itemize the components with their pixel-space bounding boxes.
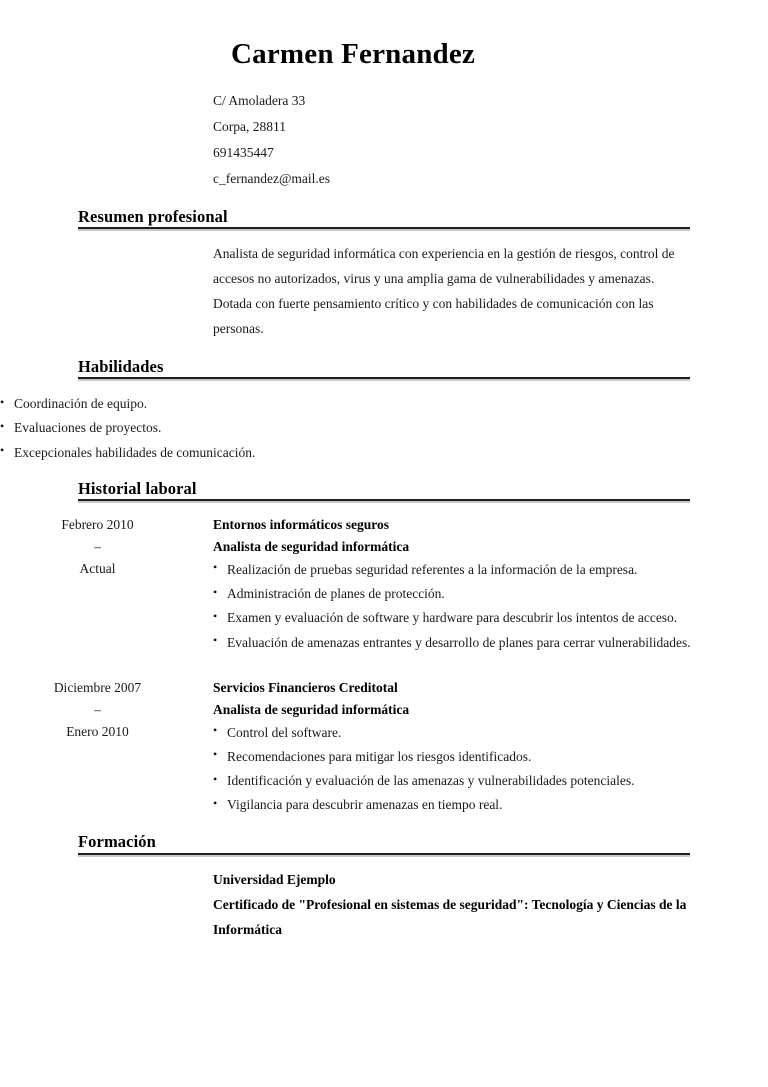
degree-name: Certificado de "Profesional en sistemas de seguridad": Tecnología y Ciencias de la Informática: [213, 896, 687, 937]
date-end: Enero 2010: [66, 723, 129, 739]
section-title-skills: Habilidades: [78, 356, 164, 376]
list-item: • Coordinación de equipo.: [0, 392, 768, 415]
skills-list: [0, 392, 768, 464]
section-rule: [78, 853, 690, 855]
list-item: • Realización de pruebas seguridad referentes a la información de la empresa.: [213, 558, 696, 581]
contact-city: Corpa, 28811: [213, 119, 286, 135]
list-item: • Evaluaciones de proyectos.: [0, 416, 768, 439]
list-item: • Evaluación de amenazas entrantes y desarrollo de planes para cerrar vulnerabilidades.: [213, 631, 696, 654]
date-separator: –: [94, 539, 101, 555]
employer-name: Servicios Financieros Creditotal: [213, 679, 398, 695]
list-item: • Identificación y evaluación de las amenazas y vulnerabilidades potenciales.: [213, 769, 696, 792]
employer-name: Entornos informáticos seguros: [213, 517, 390, 533]
section-summary-head: [0, 207, 768, 229]
section-title-summary: Resumen profesional: [78, 206, 228, 226]
job-title: Analista de seguridad informática: [213, 539, 410, 555]
section-experience-head: [0, 479, 768, 501]
section-rule: [78, 377, 690, 379]
section-summary: [0, 207, 768, 342]
experience-entry: [0, 514, 768, 655]
section-experience: [0, 479, 768, 818]
section-title-experience: Historial laboral: [78, 478, 197, 498]
responsibility-list: [213, 558, 696, 654]
list-item: • Excepcionales habilidades de comunicación.: [0, 441, 768, 464]
responsibility-list: [213, 721, 696, 817]
resume-header: [0, 0, 768, 192]
contact-address: C/ Amoladera 33: [213, 93, 306, 109]
contact-email: c_fernandez@mail.es: [213, 170, 330, 186]
education-entry: [0, 868, 768, 942]
experience-details: [205, 677, 768, 818]
section-skills-head: [0, 357, 768, 379]
date-start: Febrero 2010: [61, 517, 134, 533]
institution-name: Universidad Ejemplo: [213, 871, 336, 887]
contact-phone: 691435447: [213, 145, 274, 161]
section-education-head: [0, 832, 768, 854]
section-experience-body: [0, 514, 768, 817]
list-item: • Administración de planes de protección.: [213, 582, 696, 605]
summary-text: Analista de seguridad informática con experiencia en la gestión de riesgos, control de accesos no autorizados, virus y una amplia gama de vulnerabilidades y amenazas. Dotada con fuerte pensamiento crítico y con habilidades de comunicación con las personas.: [213, 246, 675, 336]
job-title: Analista de seguridad informática: [213, 701, 410, 717]
experience-details: [205, 514, 768, 655]
list-item: • Vigilancia para descubrir amenazas en tiempo real.: [213, 793, 696, 816]
section-rule: [78, 227, 690, 229]
section-skills: [0, 357, 768, 464]
section-skills-body: [0, 392, 768, 464]
date-separator: –: [94, 701, 101, 717]
date-end: Actual: [79, 560, 116, 576]
experience-entry: [0, 677, 768, 818]
experience-dates: [0, 514, 205, 580]
candidate-name: Carmen Fernandez: [230, 38, 475, 70]
list-item: • Recomendaciones para mitigar los riesgos identificados.: [213, 745, 696, 768]
section-rule: [78, 499, 690, 501]
section-summary-body: [0, 242, 768, 341]
date-start: Diciembre 2007: [53, 679, 142, 695]
contact-block: [0, 88, 768, 192]
list-item: • Control del software.: [213, 721, 696, 744]
section-education-body: [0, 868, 768, 942]
list-item: • Examen y evaluación de software y hardware para descubrir los intentos de acceso.: [213, 606, 696, 629]
section-title-education: Formación: [78, 832, 156, 852]
section-education: [0, 832, 768, 942]
experience-dates: [0, 677, 205, 743]
